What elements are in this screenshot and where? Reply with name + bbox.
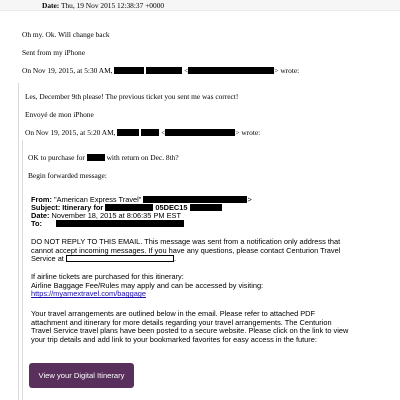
redacted-traveler-name [105, 204, 153, 211]
notice-line-3 [31, 255, 176, 264]
details-line-3: Travel Service travel plans have been posted to a secure website. Please click on the link to view [31, 326, 349, 336]
redacted-last-name [146, 67, 182, 74]
airline-line-2: Airline Baggage Fee/Rules may apply and can be accessed by visiting: [31, 280, 264, 290]
reply3-body-prefix: OK to purchase for [28, 153, 85, 162]
view-digital-itinerary-button[interactable]: View your Digital Itinerary [29, 363, 134, 388]
reply1-attribution-prefix: On Nov 19, 2015, at 5:30 AM, [22, 66, 113, 75]
reply2-attribution-prefix: On Nov 19, 2015, at 5:20 AM, [25, 128, 116, 137]
reply2-signature: Envoyé de mon iPhone [25, 110, 94, 119]
reply2-attribution [25, 128, 260, 137]
redacted-first-name [114, 67, 144, 74]
reply2-body: Les, December 9th please! The previous ticket you sent me was correct! [25, 92, 239, 101]
reply1-signature: Sent from my iPhone [22, 48, 86, 57]
details-line-4: your trip details and add link to your bookmarked favorites for easy access in the future: [31, 334, 317, 344]
fwd-from-value: "American Express Travel" [54, 195, 142, 204]
fwd-subject-code: 05DEC15 [155, 203, 188, 212]
notice-line-3-suffix: . [173, 254, 176, 264]
redacted-recipient [56, 220, 184, 227]
reply3-body [28, 153, 179, 162]
fwd-to-label: To: [31, 219, 42, 228]
notice-line-1: DO NOT REPLY TO THIS EMAIL. This message was sent from a notification only address that [31, 237, 341, 246]
fwd-subject-label: Subject: [31, 203, 61, 212]
redacted-last-name [141, 129, 159, 136]
redacted-first-name [117, 129, 139, 136]
fwd-subject-value: Itinerary for [62, 203, 104, 212]
reply3-body-suffix: with return on Dec. 8th? [106, 153, 179, 162]
airline-line-1: If airline tickets are purchased for this itinerary: [31, 272, 184, 281]
reply2-gt: > [235, 128, 240, 137]
fwd-date-label: Date: [31, 211, 50, 220]
notice-line-3-prefix: Service at [31, 254, 64, 264]
header-date-value: Thu, 19 Nov 2015 12:38:37 +0000 [60, 1, 165, 10]
details-line-1: Your travel arrangements are outlined below in the email. Please refer to attached PDF [31, 309, 316, 318]
reply1-attribution-suffix: wrote: [280, 66, 300, 75]
baggage-link[interactable]: https://myamextravel.com/baggage [31, 289, 147, 299]
header-date-label: Date: [42, 1, 60, 10]
reply2-attribution-suffix: wrote: [241, 128, 261, 137]
reply2-lt: < [161, 128, 166, 137]
reply1-attribution [22, 66, 299, 75]
fwd-to-line [31, 220, 184, 229]
fwd-from-gt: > [247, 195, 252, 204]
notice-line-2: cannot accept incoming messages. If you have any questions, please contact Centurion Travel [31, 245, 341, 255]
email-header [0, 0, 400, 11]
baggage-link-row [31, 290, 146, 299]
fwd-from-label: From: [31, 195, 52, 204]
reply1-gt: > [274, 66, 279, 75]
reply1-lt: < [184, 66, 189, 75]
redacted-name [87, 154, 105, 161]
redacted-phone-number [66, 255, 174, 262]
forward-note: Begin forwarded message: [28, 171, 107, 180]
redacted-email-address [188, 67, 274, 74]
reply1-body: Oh my. Ok. Will change back [22, 30, 110, 39]
redacted-sender-address [143, 196, 247, 203]
details-line-2: attachment and itinerary for more details regarding your travel arrangements. The Centurion [31, 317, 332, 327]
fwd-date-value: November 18, 2015 at 8:06:35 PM EST [51, 211, 181, 220]
redacted-email-address [165, 129, 235, 136]
redacted-reference [190, 204, 222, 211]
header-date [42, 1, 164, 10]
